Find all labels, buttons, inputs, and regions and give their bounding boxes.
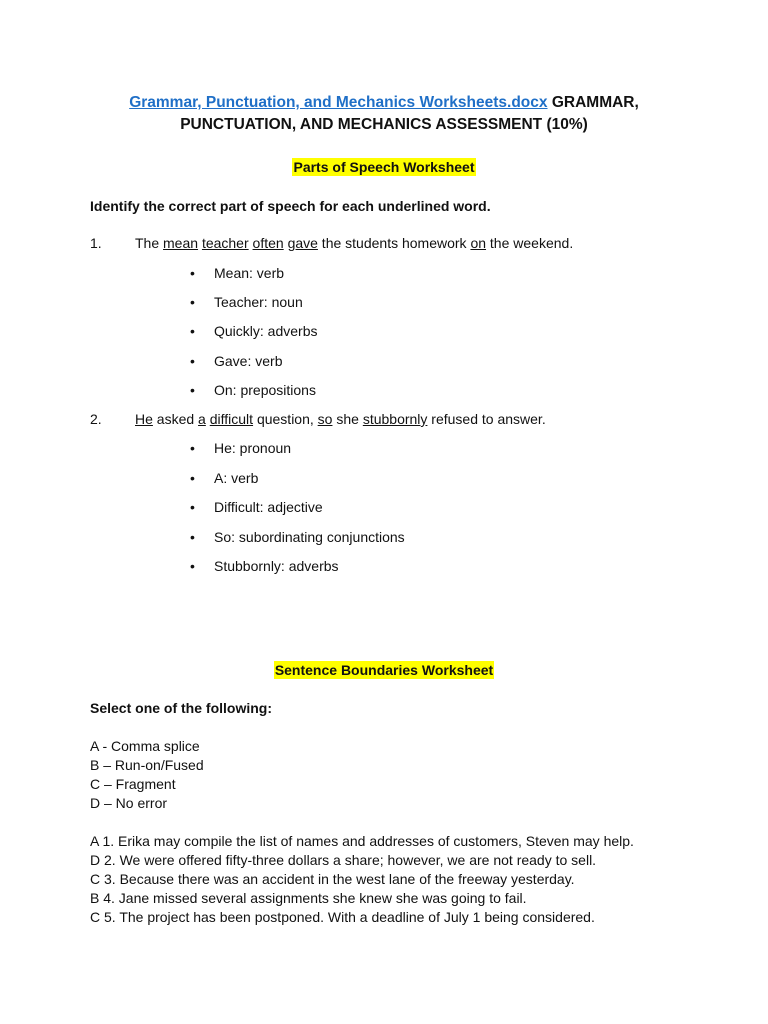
answer-line: B 4. Jane missed several assignments she knew she was going to fail. bbox=[90, 890, 527, 906]
q1-text-end: the weekend. bbox=[486, 235, 574, 251]
answer-text: Quickly: adverbs bbox=[214, 323, 318, 339]
underlined-word-he: He bbox=[135, 411, 153, 427]
answer-text: He: pronoun bbox=[214, 440, 292, 456]
bullet-dot-icon: • bbox=[190, 558, 195, 574]
question-text-1 bbox=[135, 235, 573, 251]
answer-text: On: prepositions bbox=[214, 382, 316, 398]
underlined-word-gave: gave bbox=[287, 235, 318, 251]
q2-text-2: question, bbox=[253, 411, 318, 427]
instruction-parts-of-speech: Identify the correct part of speech for each underlined word. bbox=[90, 198, 491, 214]
answer-line: A 1. Erika may compile the list of names and addresses of customers, Steven may help. bbox=[90, 833, 634, 849]
answer-text: A: verb bbox=[214, 470, 259, 486]
answer-text: Difficult: adjective bbox=[214, 499, 323, 515]
answer-line: C 5. The project has been postponed. With a deadline of July 1 being considered. bbox=[90, 909, 595, 925]
q2-text-1: asked bbox=[152, 411, 199, 427]
bullet-dot-icon: • bbox=[190, 265, 195, 281]
option-item: D – No error bbox=[90, 795, 168, 811]
q2-text-4: refused to answer. bbox=[427, 411, 546, 427]
document-link[interactable]: Grammar, Punctuation, and Mechanics Worksheets.docx bbox=[129, 94, 548, 111]
question-text-2 bbox=[135, 411, 546, 427]
q2-text-3: she bbox=[332, 411, 363, 427]
underlined-word-a: a bbox=[198, 411, 206, 427]
answer-text: Gave: verb bbox=[214, 353, 283, 369]
underlined-word-often: often bbox=[252, 235, 284, 251]
question-number-2: 2. bbox=[90, 411, 102, 427]
bullet-dot-icon: • bbox=[190, 353, 195, 369]
underlined-word-stubbornly: stubbornly bbox=[362, 411, 428, 427]
bullet-dot-icon: • bbox=[190, 382, 195, 398]
highlighted-heading: Parts of Speech Worksheet bbox=[293, 159, 475, 175]
answer-line: C 3. Because there was an accident in the west lane of the freeway yesterday. bbox=[90, 871, 575, 887]
q1-text-the: The bbox=[135, 235, 164, 251]
answer-text: So: subordinating conjunctions bbox=[214, 529, 405, 545]
option-item: A - Comma splice bbox=[90, 738, 200, 754]
underlined-word-on: on bbox=[470, 235, 487, 251]
title-line-1 bbox=[90, 92, 678, 114]
title-line-2: PUNCTUATION, AND MECHANICS ASSESSMENT (10%) bbox=[180, 116, 588, 133]
bullet-dot-icon: • bbox=[190, 440, 195, 456]
document-title bbox=[90, 92, 678, 136]
section-heading-parts-of-speech bbox=[0, 159, 768, 175]
answer-text: Stubbornly: adverbs bbox=[214, 558, 339, 574]
option-item: C – Fragment bbox=[90, 776, 176, 792]
option-item: B – Run-on/Fused bbox=[90, 757, 204, 773]
highlighted-heading: Sentence Boundaries Worksheet bbox=[274, 662, 494, 678]
underlined-word-difficult: difficult bbox=[209, 411, 254, 427]
q1-text-mid: the students homework bbox=[317, 235, 471, 251]
bullet-dot-icon: • bbox=[190, 294, 195, 310]
bullet-dot-icon: • bbox=[190, 529, 195, 545]
bullet-dot-icon: • bbox=[190, 323, 195, 339]
bullet-dot-icon: • bbox=[190, 470, 195, 486]
answer-text: Teacher: noun bbox=[214, 294, 303, 310]
bullet-dot-icon: • bbox=[190, 499, 195, 515]
answer-line: D 2. We were offered fifty-three dollars a share; however, we are not ready to sell. bbox=[90, 852, 597, 868]
question-number-1: 1. bbox=[90, 235, 102, 251]
underlined-word-so: so bbox=[317, 411, 333, 427]
underlined-word-mean: mean bbox=[163, 235, 199, 251]
title-text-1: GRAMMAR, bbox=[547, 94, 639, 111]
underlined-word-teacher: teacher bbox=[201, 235, 249, 251]
instruction-sentence-boundaries: Select one of the following: bbox=[90, 700, 272, 716]
answer-text: Mean: verb bbox=[214, 265, 285, 281]
section-heading-sentence-boundaries bbox=[0, 662, 768, 678]
